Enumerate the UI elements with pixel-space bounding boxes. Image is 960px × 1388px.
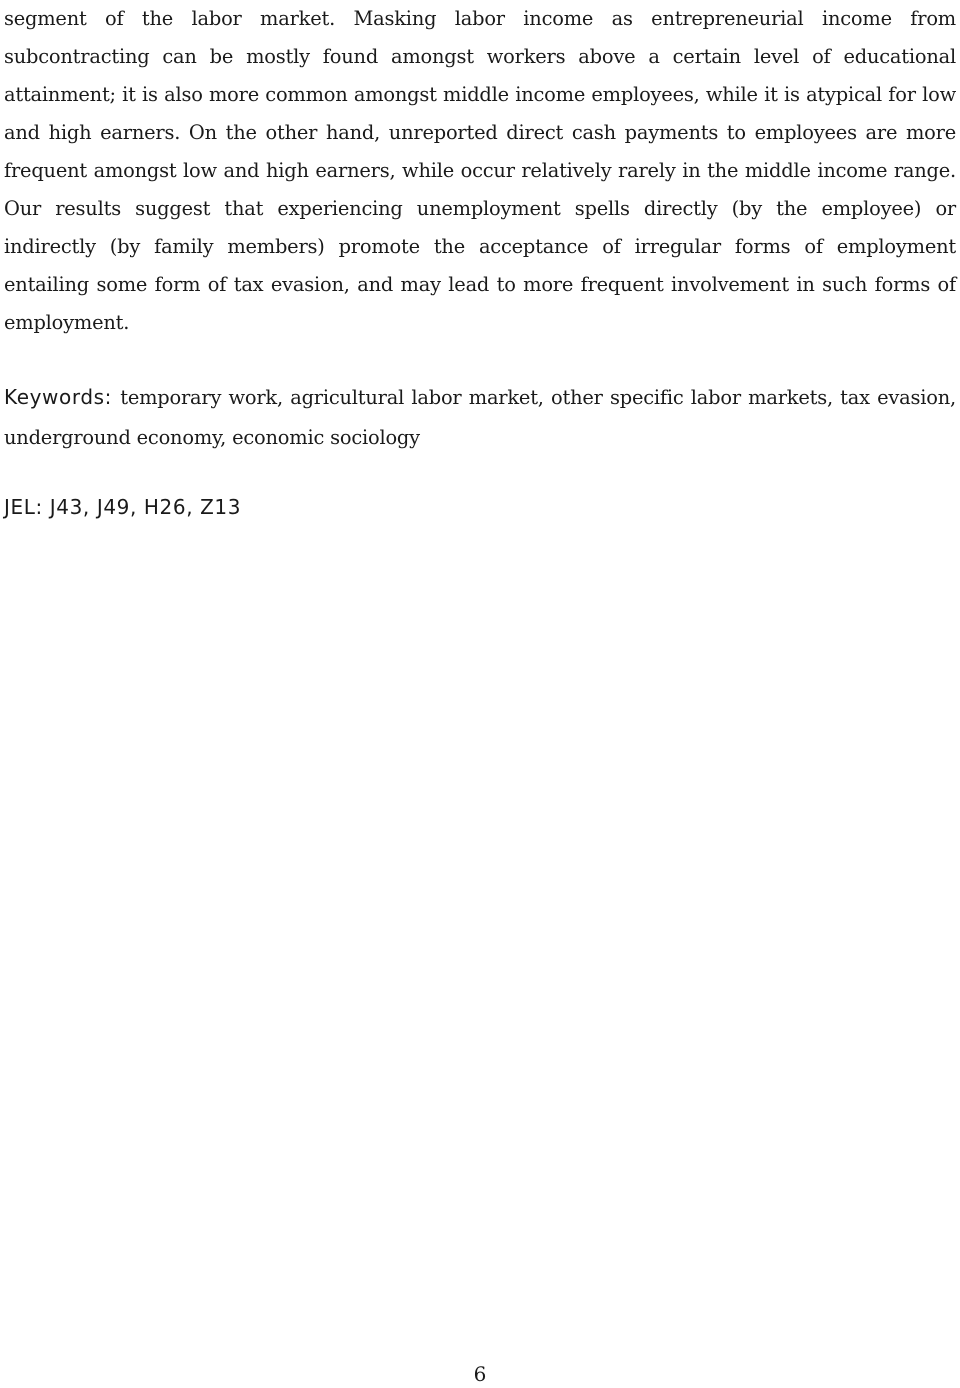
page-content <box>4 0 956 526</box>
jel-label: JEL: <box>4 495 50 519</box>
keywords-label: Keywords: <box>4 385 121 409</box>
jel-codes: J43, J49, H26, Z13 <box>49 495 242 519</box>
keywords-list: temporary work, agricultural labor market, other specific labor markets, tax evasion, underground economy, economic sociology <box>4 386 956 449</box>
abstract-paragraph: segment of the labor market. Masking labor income as entrepreneurial income from subcontracting can be mostly found amongst workers above a certain level of educational attainment; it is also more common amongst middle income employees, while it is atypical for low and high earners. On the other hand, unreported direct cash payments to employees are more frequent amongst low and high earners, while occur relatively rarely in the middle income range. Our results suggest that experiencing unemployment spells directly (by the employee) or indirectly (by family members) promote the acceptance of irregular forms of employment entailing some form of tax evasion, and may lead to more frequent involvement in such forms of employment. <box>4 7 956 334</box>
page-number: 6 <box>473 1362 487 1386</box>
jel-section <box>4 488 956 526</box>
keywords-section <box>4 377 956 458</box>
